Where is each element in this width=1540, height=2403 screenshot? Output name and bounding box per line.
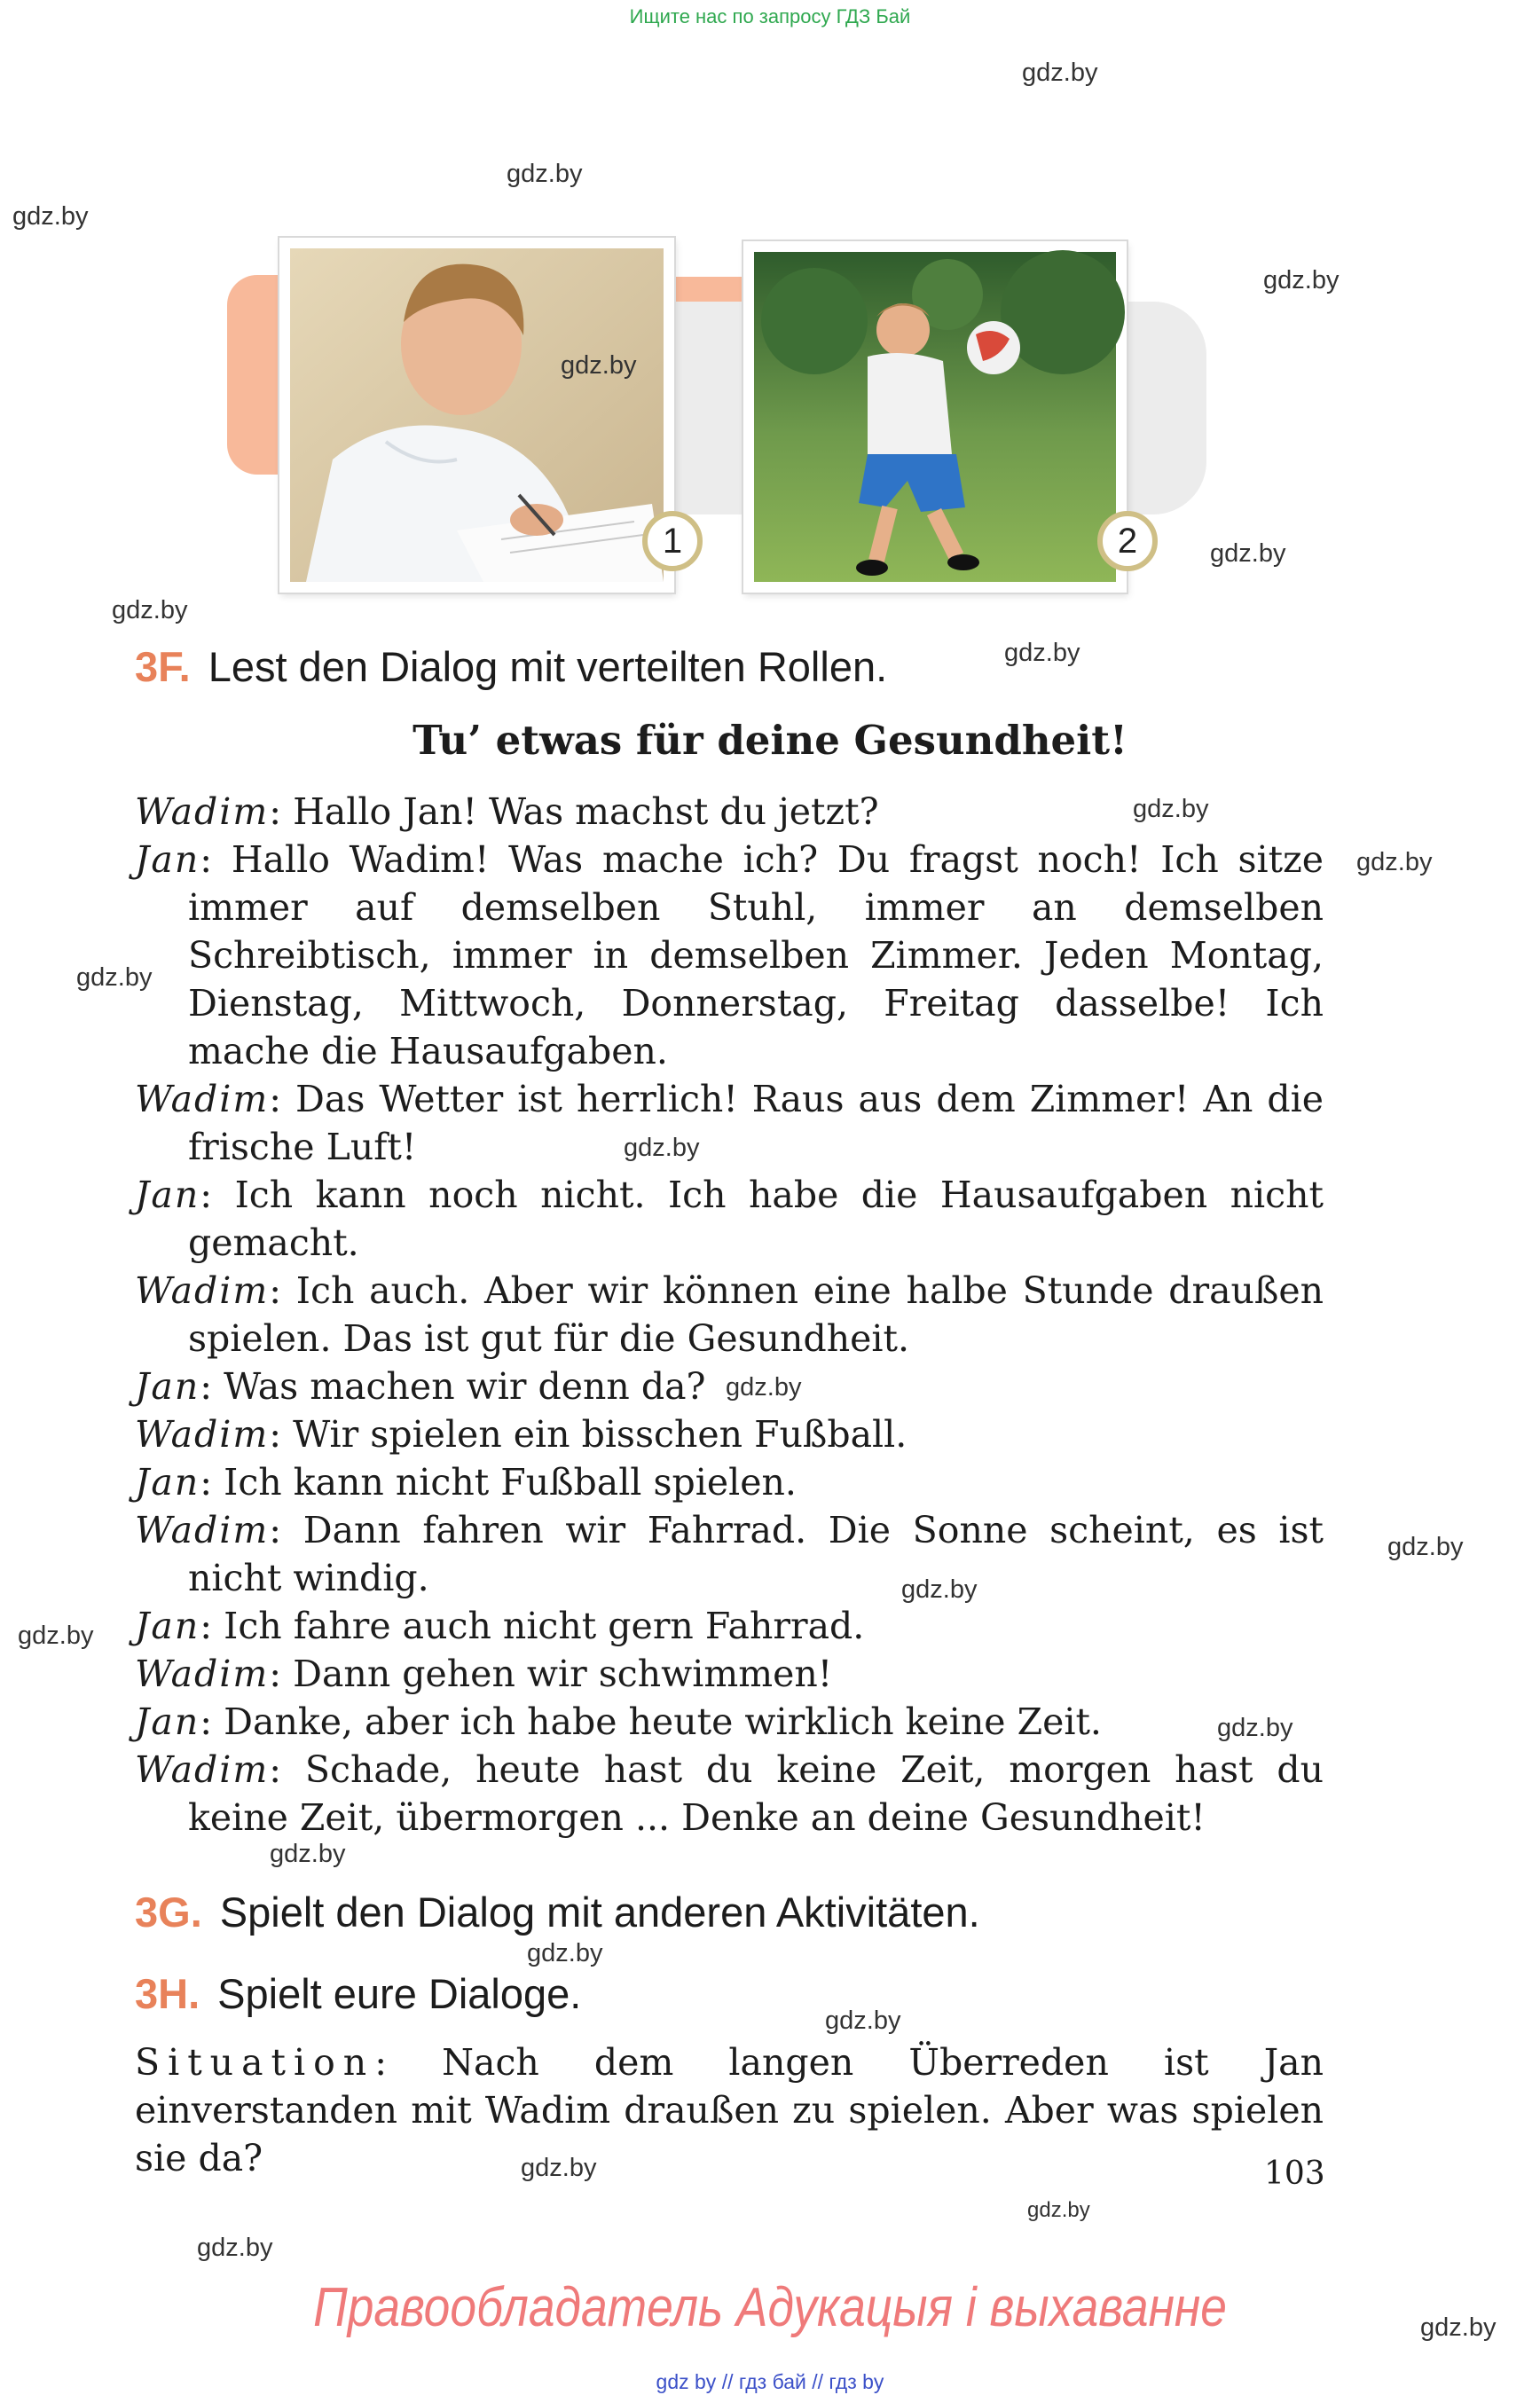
task-text: Spielt den Dialog mit anderen Aktivitäten. xyxy=(219,1889,980,1936)
footer-links[interactable]: gdz by // гдз бай // гдз by xyxy=(656,2370,884,2393)
speaker-name: Wadim xyxy=(135,1653,270,1695)
dialog-line xyxy=(135,1698,1324,1746)
speaker-name: Jan xyxy=(135,1461,200,1504)
speaker-name: Wadim xyxy=(135,1413,270,1456)
dialog-line xyxy=(135,836,1324,1075)
task-code: 3G. xyxy=(135,1889,202,1936)
dialog-text: : Wir spielen ein bisschen Fußball. xyxy=(269,1413,908,1456)
dialog-text: : Dann fahren wir Fahrrad. Die Sonne scheint, es ist nicht windig. xyxy=(188,1509,1324,1599)
speaker-name: Jan xyxy=(135,1174,200,1216)
dialog-line xyxy=(135,1171,1324,1267)
watermark: gdz.by xyxy=(18,1622,94,1650)
watermark: gdz.by xyxy=(1133,795,1209,823)
dialog-text: : Ich fahre auch nicht gern Fahrrad. xyxy=(200,1605,865,1647)
speaker-name: Wadim xyxy=(135,790,270,833)
dialog xyxy=(135,788,1324,1842)
dialog-line xyxy=(135,1746,1324,1842)
watermark: gdz.by xyxy=(507,160,583,188)
task-text: Lest den Dialog mit verteilten Rollen. xyxy=(208,643,888,690)
speaker-name: Wadim xyxy=(135,1269,270,1312)
dialog-text: : Hallo Wadim! Was mache ich? Du fragst noch! Ich sitze immer auf demselben Stuhl, immer an demselben Schreibtisch, immer in demselben Zimmer. Jeden Montag, Dienstag, Mittwoch, Donnerstag, Freitag dasselbe! Ich mache die Hausaufgaben. xyxy=(188,838,1324,1072)
dialog-text: : Schade, heute hast du keine Zeit, morgen hast du keine Zeit, übermorgen ... Denke an deine Gesundheit! xyxy=(188,1748,1324,1839)
watermark: gdz.by xyxy=(76,963,153,992)
situation-label: Situation xyxy=(135,2041,375,2084)
dialog-line xyxy=(135,1267,1324,1362)
task-3f xyxy=(135,642,887,691)
speaker-name: Jan xyxy=(135,1605,200,1647)
watermark: gdz.by xyxy=(1027,2198,1090,2222)
top-search-hint[interactable]: Ищите нас по запросу ГДЗ Бай xyxy=(629,5,911,27)
dialog-text: : Das Wetter ist herrlich! Raus aus dem Zimmer! An die frische Luft! xyxy=(188,1078,1324,1168)
dialog-line xyxy=(135,1075,1324,1171)
task-3g xyxy=(135,1888,980,1936)
photo-number-badge-1 xyxy=(642,511,703,571)
dialog-line xyxy=(135,1458,1324,1506)
situation-paragraph xyxy=(135,2038,1324,2182)
watermark: gdz.by xyxy=(1356,848,1433,876)
dialog-line xyxy=(135,1362,1324,1410)
watermark: gdz.by xyxy=(1420,2313,1497,2342)
speaker-name: Jan xyxy=(135,1700,200,1743)
watermark: gdz.by xyxy=(270,1840,346,1868)
watermark: gdz.by xyxy=(1004,639,1080,667)
page-number: 103 xyxy=(1264,2156,1325,2192)
dialog-text: : Danke, aber ich habe heute wirklich keine Zeit. xyxy=(200,1700,1102,1743)
photo-number-2: 2 xyxy=(1117,521,1138,561)
watermark: gdz.by xyxy=(1022,59,1098,87)
task-3h xyxy=(135,1969,581,2018)
dialog-text: : Was machen wir denn da? xyxy=(200,1365,706,1408)
dialog-text: : Ich auch. Aber wir können eine halbe Stunde draußen spielen. Das ist gut für die Gesundheit. xyxy=(188,1269,1324,1360)
watermark: gdz.by xyxy=(825,2006,901,2035)
task-text: Spielt eure Dialoge. xyxy=(217,1970,582,2017)
speaker-name: Wadim xyxy=(135,1509,270,1551)
watermark: gdz.by xyxy=(561,351,637,380)
task-code: 3F. xyxy=(135,643,191,690)
watermark: gdz.by xyxy=(901,1575,978,1604)
dialog-text: : Dann gehen wir schwimmen! xyxy=(269,1653,833,1695)
situation-text: : Nach dem langen Überreden ist Jan einverstanden mit Wadim draußen zu spielen. Aber was spielen sie da? xyxy=(135,2041,1324,2179)
watermark: gdz.by xyxy=(1263,266,1340,294)
watermark: gdz.by xyxy=(527,1939,603,1967)
watermark: gdz.by xyxy=(112,596,188,624)
watermark: gdz.by xyxy=(521,2154,597,2182)
watermark: gdz.by xyxy=(1387,1533,1464,1561)
watermark: gdz.by xyxy=(624,1134,700,1162)
dialog-line xyxy=(135,1506,1324,1602)
photo-number-1: 1 xyxy=(662,521,683,561)
photo-boy-football xyxy=(743,241,1127,593)
speaker-name: Jan xyxy=(135,1365,200,1408)
watermark: gdz.by xyxy=(12,202,89,231)
dialog-line xyxy=(135,788,1324,836)
copyright-holder: Правообладатель Адукацыя і выхаванне xyxy=(313,2277,1227,2338)
speaker-name: Wadim xyxy=(135,1078,270,1120)
dialog-line xyxy=(135,1650,1324,1698)
dialog-title: Tu’ etwas für deine Gesundheit! xyxy=(412,717,1128,764)
dialog-text: : Hallo Jan! Was machst du jetzt? xyxy=(269,790,879,833)
watermark: gdz.by xyxy=(1210,539,1286,568)
dialog-text: : Ich kann nicht Fußball spielen. xyxy=(200,1461,797,1504)
photo-number-badge-2 xyxy=(1097,511,1158,571)
dialog-text: : Ich kann noch nicht. Ich habe die Hausaufgaben nicht gemacht. xyxy=(188,1174,1324,1264)
dialog-line xyxy=(135,1410,1324,1458)
photo-boy-football-image xyxy=(743,241,1127,593)
dialog-line xyxy=(135,1602,1324,1650)
photo-boy-studying xyxy=(279,238,674,593)
watermark: gdz.by xyxy=(197,2234,273,2262)
watermark: gdz.by xyxy=(1217,1714,1293,1742)
photo-boy-studying-image xyxy=(279,238,674,593)
task-code: 3H. xyxy=(135,1970,200,2017)
watermark: gdz.by xyxy=(726,1373,802,1402)
speaker-name: Jan xyxy=(135,838,200,881)
speaker-name: Wadim xyxy=(135,1748,270,1791)
